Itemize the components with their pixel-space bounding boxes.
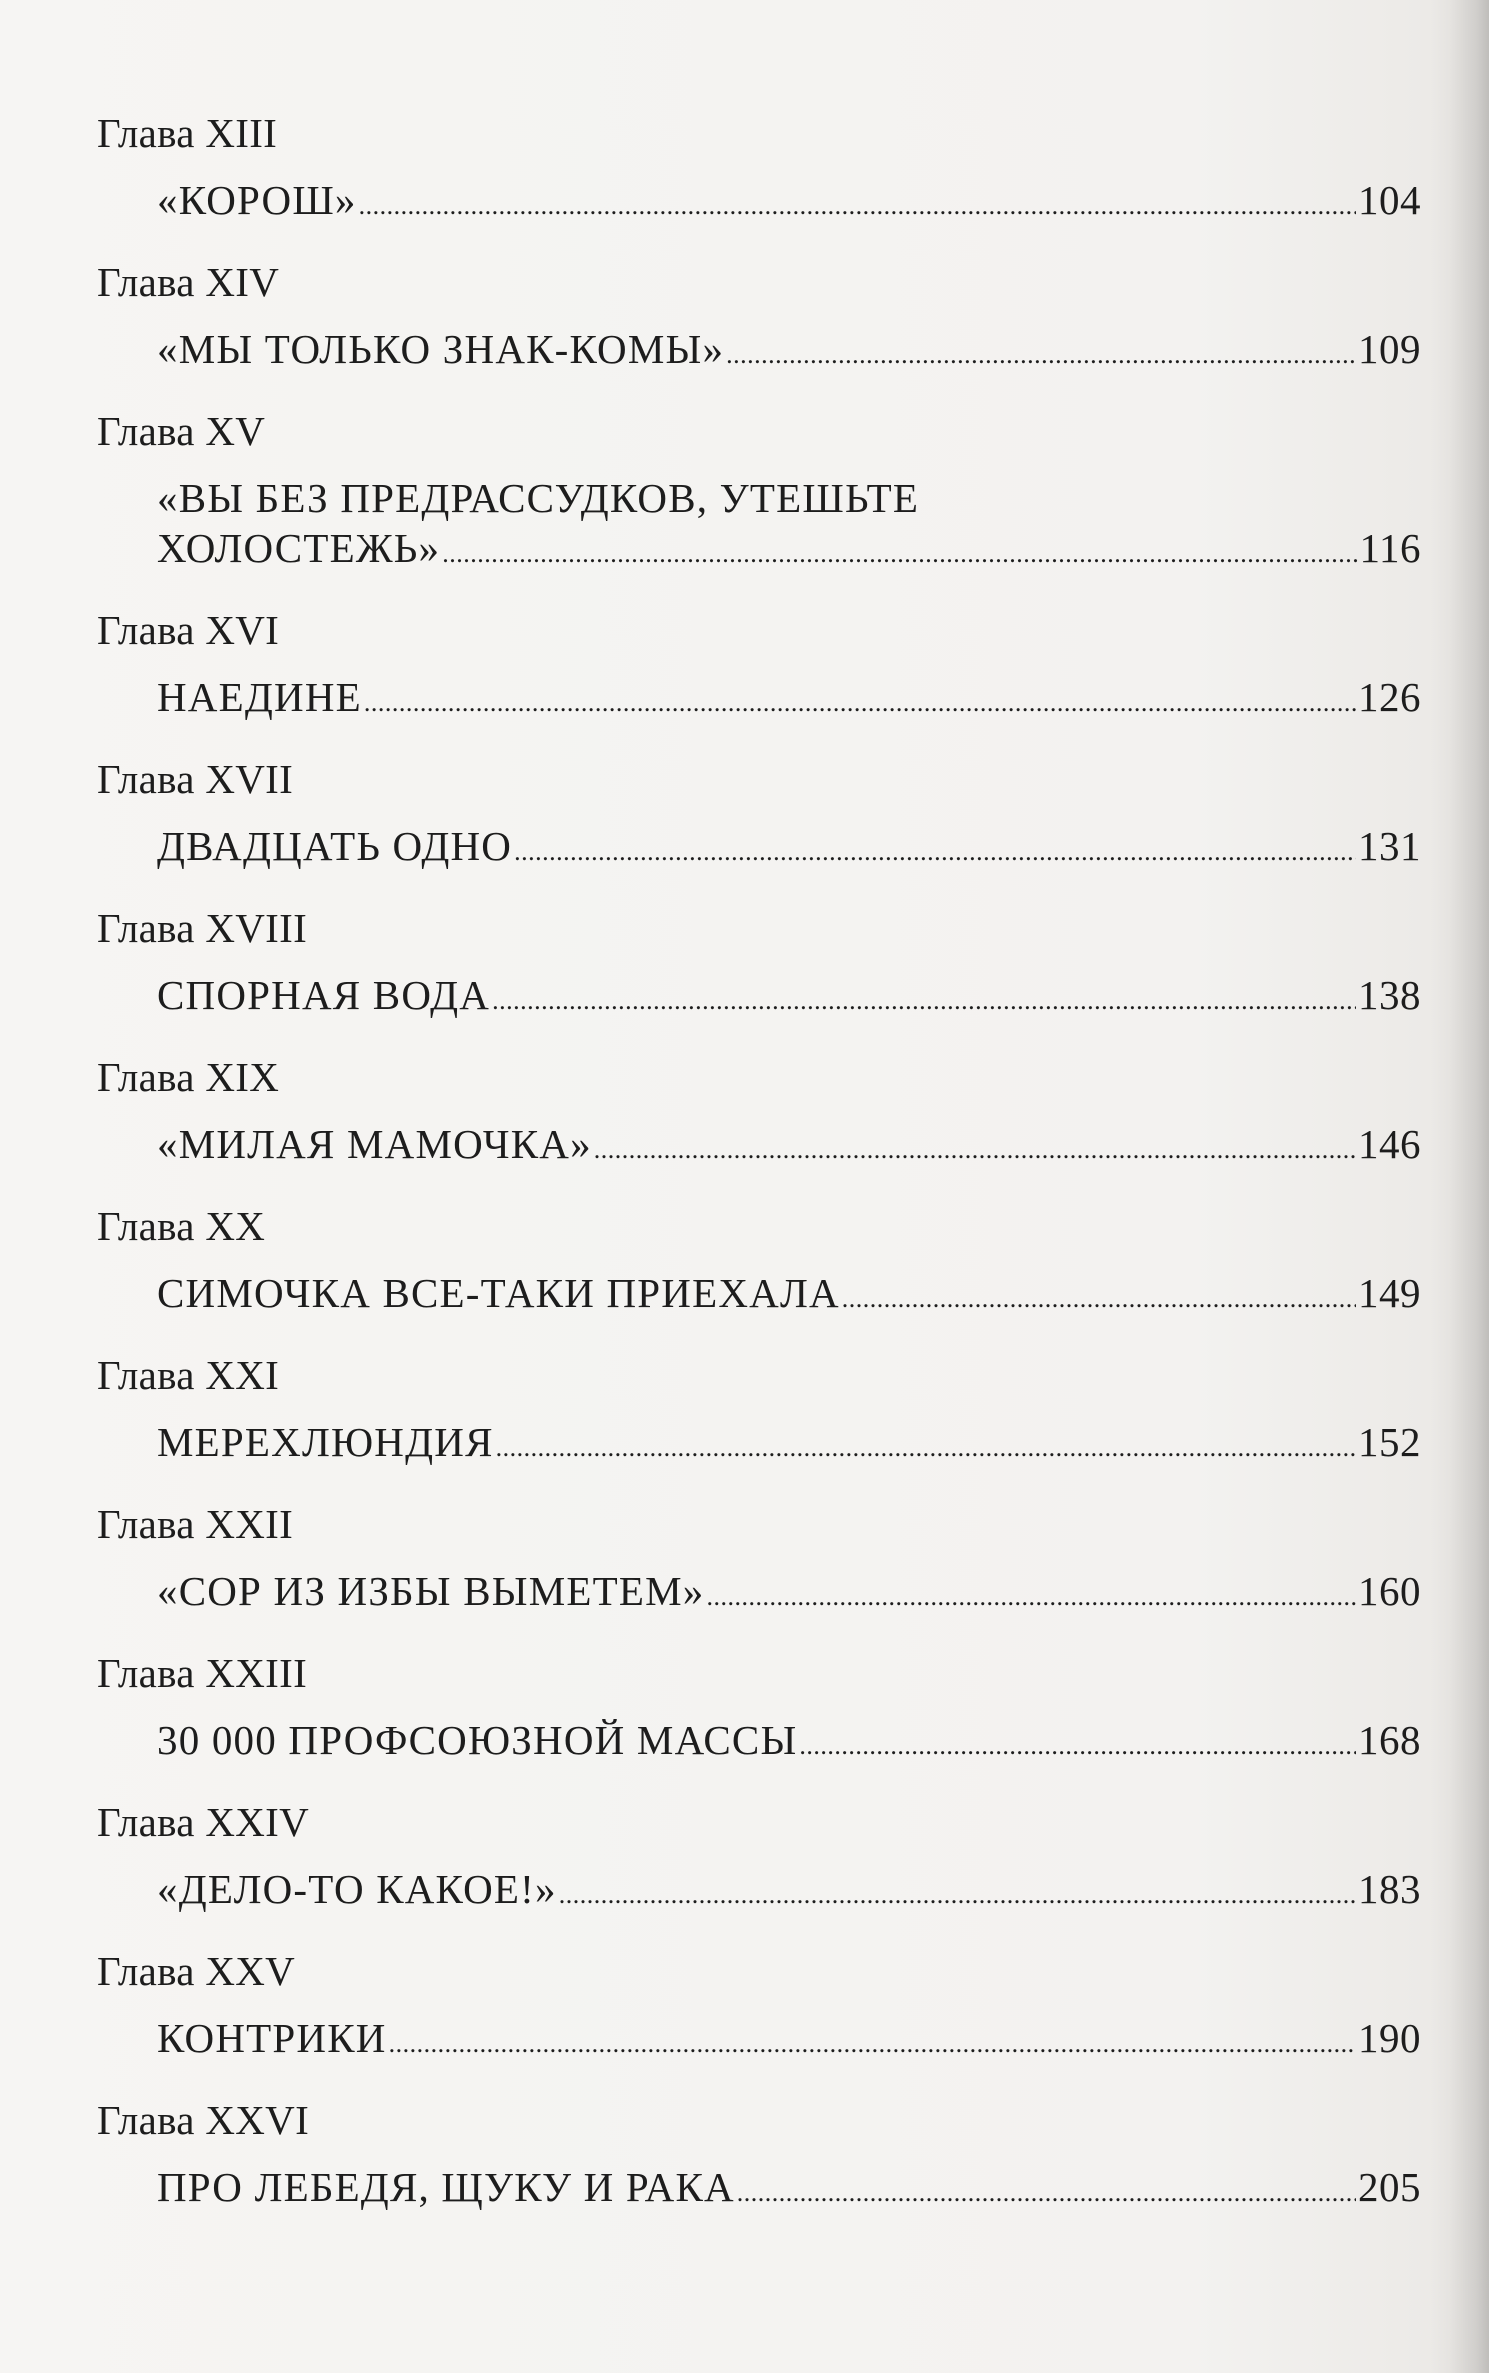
table-of-contents [97,108,1421,2212]
dot-leader [737,2162,1356,2218]
chapter-label: Глава XXIV [97,1799,310,1845]
toc-entry [97,1350,1421,1467]
chapter-title: МЕРЕХЛЮНДИЯ [157,1419,494,1465]
chapter-label: Глава XVI [97,607,280,653]
dot-leader [364,672,1356,728]
toc-entry [97,1946,1421,2063]
page-number: 104 [1358,177,1421,223]
chapter-title: СИМОЧКА ВСЕ-ТАКИ ПРИЕХАЛА [157,1270,840,1316]
page-number: 152 [1358,1419,1421,1465]
chapter-title: «СОР ИЗ ИЗБЫ ВЫМЕТЕМ» [157,1568,705,1614]
chapter-title-line [157,1864,1421,1914]
dot-leader [496,1417,1356,1473]
toc-entry [97,406,1421,573]
chapter-title-line [157,1417,1421,1467]
page-edge-shadow [1449,0,1489,2373]
chapter-title-line [157,2013,1421,2063]
chapter-label: Глава XXI [97,1352,280,1398]
toc-entry [97,754,1421,871]
dot-leader [442,523,1357,579]
chapter-label: Глава XIII [97,110,278,156]
chapter-label: Глава XXIII [97,1650,308,1696]
chapter-title: «МЫ ТОЛЬКО ЗНАК-КОМЫ» [157,326,725,372]
chapter-title-line [157,821,1421,871]
dot-leader [514,821,1356,877]
chapter-title-line [157,473,1421,523]
chapter-title: КОНТРИКИ [157,2015,387,2061]
page-number: 146 [1358,1121,1421,1167]
page-number: 131 [1358,823,1421,869]
chapter-label: Глава XXV [97,1948,296,1994]
dot-leader [559,1864,1356,1920]
dot-leader [726,324,1356,380]
toc-entry [97,108,1421,225]
chapter-title: «ДЕЛО-ТО КАКОЕ!» [157,1866,557,1912]
chapter-label: Глава XVII [97,756,294,802]
page-number: 116 [1359,525,1421,571]
page-number: 149 [1358,1270,1421,1316]
page-number: 190 [1358,2015,1421,2061]
chapter-label: Глава XIV [97,259,280,305]
toc-entry [97,605,1421,722]
toc-entry [97,1499,1421,1616]
chapter-title-line [157,175,1421,225]
dot-leader [492,970,1356,1026]
chapter-title: СПОРНАЯ ВОДА [157,972,491,1018]
chapter-title-line [157,2162,1421,2212]
chapter-title: ДВАДЦАТЬ ОДНО [157,823,513,869]
page-number: 138 [1358,972,1421,1018]
page-number: 109 [1358,326,1421,372]
page-number: 168 [1358,1717,1421,1763]
page-number: 205 [1358,2164,1421,2210]
chapter-title: «ВЫ БЕЗ ПРЕДРАССУДКОВ, УТЕШЬТЕ [157,475,920,521]
dot-leader [359,175,1356,231]
chapter-title-line [157,1715,1421,1765]
dot-leader [842,1268,1356,1324]
dot-leader [594,1119,1356,1175]
chapter-title-line [157,1566,1421,1616]
chapter-title-line [157,672,1421,722]
chapter-title: НАЕДИНЕ [157,674,362,720]
page-number: 183 [1358,1866,1421,1912]
page-number: 160 [1358,1568,1421,1614]
chapter-label: Глава XIX [97,1054,280,1100]
toc-entry [97,2095,1421,2212]
chapter-title-line [157,970,1421,1020]
dot-leader [799,1715,1356,1771]
chapter-title-line [157,1268,1421,1318]
chapter-title: ПРО ЛЕБЕДЯ, ЩУКУ И РАКА [157,2164,735,2210]
chapter-title-line [157,324,1421,374]
chapter-title: ХОЛОСТЕЖЬ» [157,525,441,571]
toc-entry [97,903,1421,1020]
chapter-label: Глава XXII [97,1501,294,1547]
chapter-title-line [157,523,1421,573]
dot-leader [706,1566,1356,1622]
toc-entry [97,1052,1421,1169]
toc-entry [97,1797,1421,1914]
chapter-title: 30 000 ПРОФСОЮЗНОЙ МАССЫ [157,1717,798,1763]
toc-entry [97,1201,1421,1318]
chapter-title-line [157,1119,1421,1169]
chapter-label: Глава XV [97,408,266,454]
page-number: 126 [1358,674,1421,720]
chapter-title: «КОРОШ» [157,177,357,223]
toc-entry [97,257,1421,374]
chapter-label: Глава XXVI [97,2097,310,2143]
toc-entry [97,1648,1421,1765]
chapter-title: «МИЛАЯ МАМОЧКА» [157,1121,592,1167]
chapter-label: Глава XVIII [97,905,308,951]
chapter-label: Глава XX [97,1203,266,1249]
dot-leader [389,2013,1356,2069]
